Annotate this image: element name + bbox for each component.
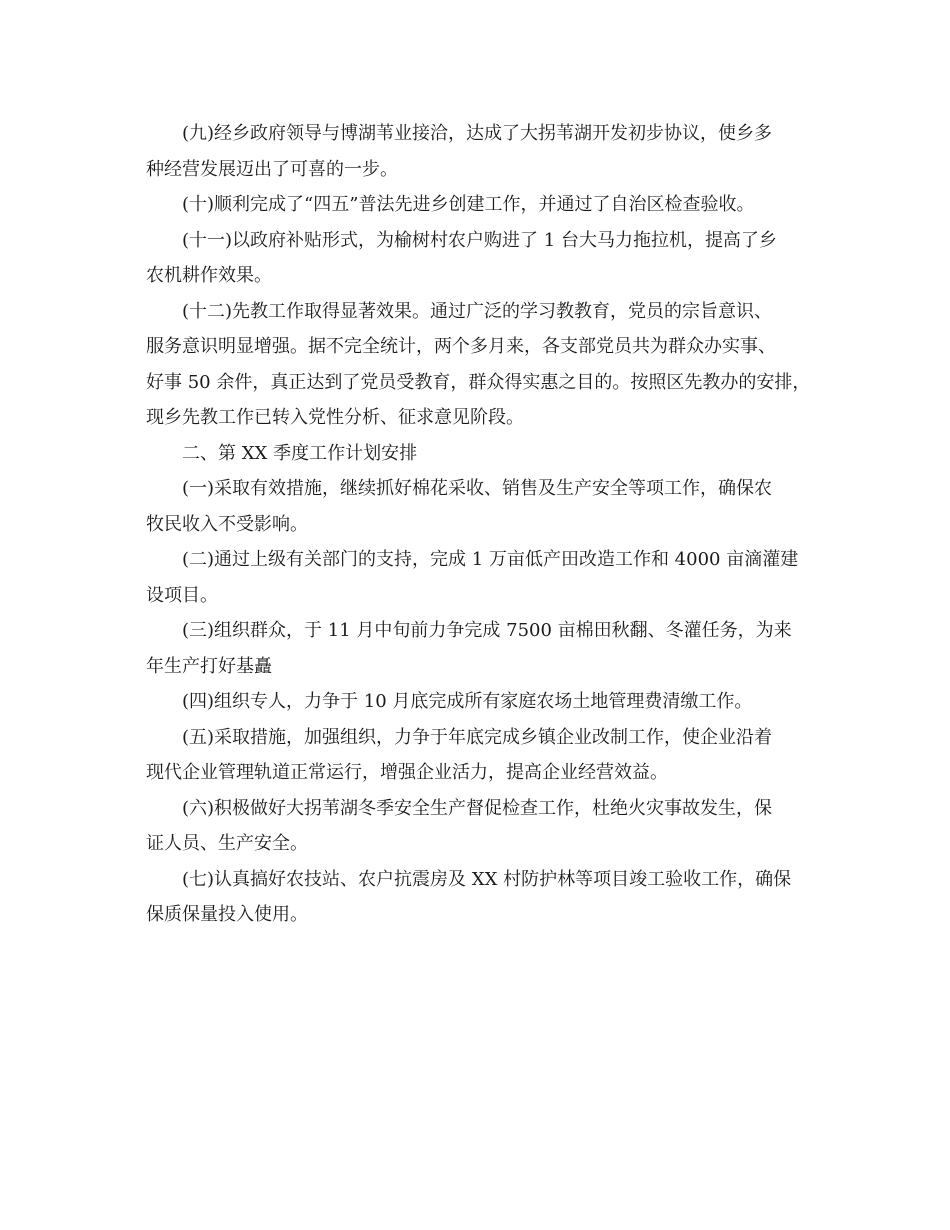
text-line: 设项目。 [146, 584, 218, 606]
plan-item-6 [146, 791, 822, 862]
text-line: 现代企业管理轨道正常运行，增强企业活力，提高企业经营效益。 [146, 762, 668, 783]
document-body [146, 116, 822, 933]
plan-item-7 [146, 862, 822, 933]
text-line: 服务意识明显增强。据不完全统计，两个多月来，各支部党员共为群众办实事、 [146, 336, 776, 357]
text-line: (二)通过上级有关部门的支持，完成 1 万亩低产田改造工作和 4000 亩滴灌建 [182, 549, 799, 570]
text-line: 证人员、生产安全。 [146, 833, 308, 854]
paragraph-item-11 [146, 223, 822, 294]
text-line: 农机耕作效果。 [146, 265, 272, 286]
plan-item-3 [146, 613, 822, 684]
text-line: (三)组织群众，于 11 月中旬前力争完成 7500 亩棉田秋翻、冬灌任务，为来 [182, 620, 792, 641]
text-line: (六)积极做好大拐苇湖冬季安全生产督促检查工作，杜绝火灾事故发生，保 [182, 797, 773, 819]
text-line: (十二)先教工作取得显著效果。通过广泛的学习教教育，党员的宗旨意识、 [182, 300, 773, 322]
text-line: (四)组织专人，力争于 10 月底完成所有家庭农场土地管理费清缴工作。 [182, 691, 753, 712]
plan-item-4 [146, 684, 822, 720]
text-line: 种经营发展迈出了可喜的一步。 [146, 158, 398, 180]
text-line: 二、第 XX 季度工作计划安排 [182, 442, 418, 464]
plan-item-1 [146, 471, 822, 542]
text-line: (七)认真搞好农技站、农户抗震房及 XX 村防护林等项目竣工验收工作，确保 [182, 868, 792, 890]
text-line: 现乡先教工作已转入党性分析、征求意见阶段。 [146, 407, 524, 428]
text-line: 好事 50 余件，真正达到了党员受教育，群众得实惠之目的。按照区先教办的安排， [146, 371, 811, 393]
plan-item-2 [146, 542, 822, 613]
text-line: (五)采取措施，加强组织，力争于年底完成乡镇企业改制工作，使企业沿着 [182, 726, 773, 748]
paragraph-item-12 [146, 294, 822, 436]
text-line: (九)经乡政府领导与博湖苇业接洽，达成了大拐苇湖开发初步协议，使乡多 [182, 123, 773, 144]
plan-item-5 [146, 720, 822, 791]
text-line: (十)顺利完成了“四五”普法先进乡创建工作，并通过了自治区检查验收。 [182, 194, 755, 215]
text-line: 年生产打好基矗 [146, 655, 272, 677]
section-heading [146, 436, 822, 472]
text-line: 保质保量投入使用。 [146, 904, 308, 925]
paragraph-item-10 [146, 187, 822, 223]
paragraph-item-9 [146, 116, 822, 187]
text-line: 牧民收入不受影响。 [146, 513, 308, 535]
text-line: (一)采取有效措施，继续抓好棉花采收、销售及生产安全等项工作，确保农 [182, 478, 773, 499]
text-line: (十一)以政府补贴形式，为榆树村农户购进了 1 台大马力拖拉机，提高了乡 [182, 229, 777, 251]
